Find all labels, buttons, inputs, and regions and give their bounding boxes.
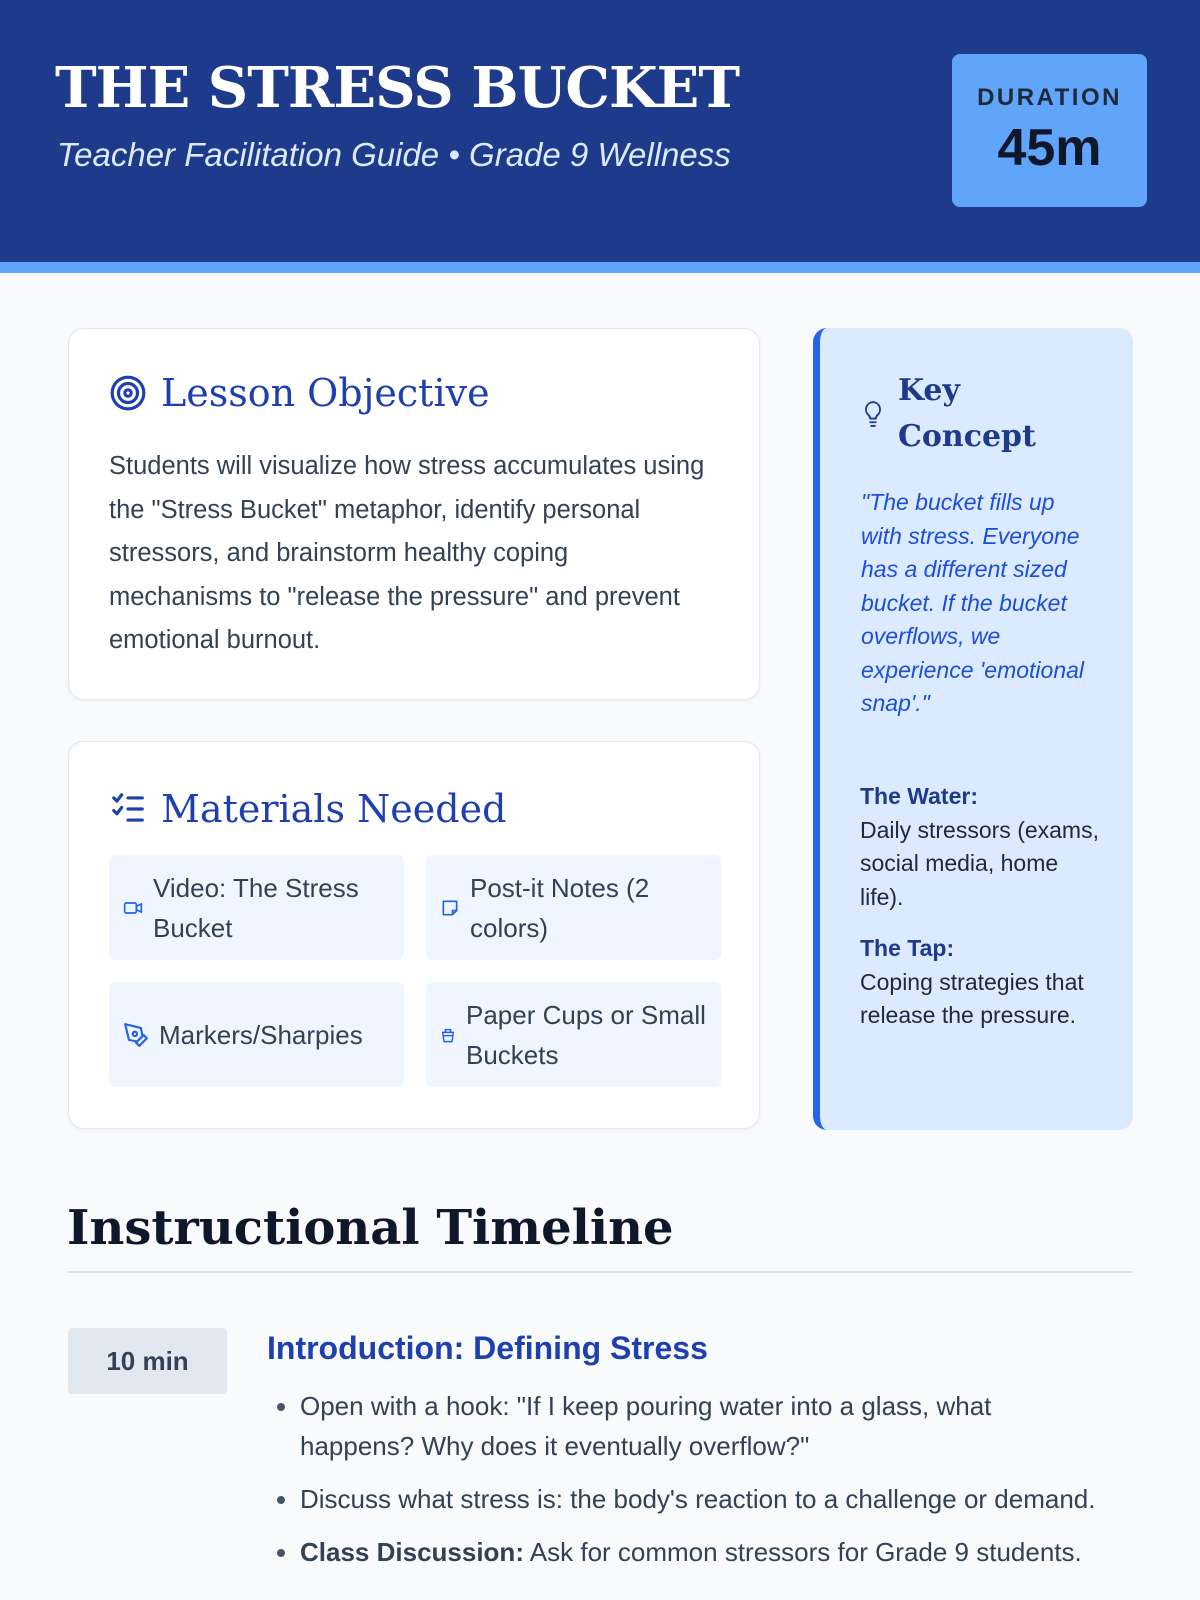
step-title: Introduction: Defining Stress bbox=[267, 1330, 708, 1366]
duration-label: DURATION bbox=[977, 84, 1122, 111]
key-concept-quote: "The bucket fills up with stress. Everyone has a different sized bucket. If the bucket overflows, we experience 'emotional snap'." bbox=[861, 489, 1085, 716]
key-concept-title: Key Concept bbox=[898, 373, 1036, 454]
video-icon bbox=[123, 898, 143, 918]
page-title: THE STRESS BUCKET bbox=[55, 55, 740, 121]
step-bullet-text: Ask for common stressors for Grade 9 students. bbox=[523, 1537, 1082, 1567]
concept-term-tap bbox=[860, 932, 1100, 1033]
step-bullet bbox=[300, 1479, 1100, 1519]
page-header bbox=[0, 0, 1200, 262]
material-item-video bbox=[109, 855, 404, 960]
materials-list bbox=[109, 855, 721, 1087]
key-concept-heading bbox=[862, 368, 1058, 460]
cup-icon bbox=[440, 1027, 456, 1043]
concept-term-name: The Tap: bbox=[860, 935, 955, 961]
material-label: Paper Cups or Small Buckets bbox=[466, 999, 706, 1070]
duration-value: 45m bbox=[997, 119, 1102, 177]
step-bullet-text: Discuss what stress is: the body's reaction to a challenge or demand. bbox=[300, 1484, 1096, 1514]
checklist-icon bbox=[109, 790, 147, 828]
step-bullet-text: Open with a hook: "If I keep pouring water into a glass, what happens? Why does it eventually overflow?" bbox=[300, 1391, 992, 1461]
material-label: Post-it Notes (2 colors) bbox=[470, 872, 650, 943]
timeline-divider bbox=[67, 1271, 1133, 1273]
material-label: Video: The Stress Bucket bbox=[153, 872, 359, 943]
step-time-badge: 10 min bbox=[68, 1328, 227, 1394]
concept-term-name: The Water: bbox=[860, 783, 978, 809]
target-icon bbox=[109, 374, 147, 412]
material-label: Markers/Sharpies bbox=[159, 1019, 363, 1050]
lesson-objective-text: Students will visualize how stress accumulates using the "Stress Bucket" metaphor, identify personal stressors, and brainstorm healthy coping mechanisms to "release the pressure" and prevent emotional burnout. bbox=[109, 452, 705, 654]
materials-card bbox=[68, 741, 760, 1129]
header-accent-stripe bbox=[0, 262, 1200, 273]
concept-term-description: Coping strategies that release the pressure. bbox=[860, 968, 1084, 1028]
materials-title: Materials Needed bbox=[161, 787, 507, 831]
timeline-heading: Instructional Timeline bbox=[67, 1200, 674, 1256]
lesson-objective-title: Lesson Objective bbox=[161, 371, 490, 415]
material-item-cups bbox=[426, 982, 721, 1087]
material-item-post-it bbox=[426, 855, 721, 960]
step-bullet-lead: Class Discussion: bbox=[300, 1537, 524, 1567]
page-subtitle: Teacher Facilitation Guide • Grade 9 Wellness bbox=[57, 136, 731, 173]
step-bullet bbox=[300, 1386, 1100, 1466]
step-bullet-list bbox=[300, 1386, 1100, 1585]
duration-badge bbox=[952, 54, 1147, 207]
step-bullet bbox=[300, 1532, 1100, 1572]
concept-term-description: Daily stressors (exams, social media, home life). bbox=[860, 816, 1099, 910]
lesson-objective-heading bbox=[109, 371, 490, 415]
material-item-markers bbox=[109, 982, 404, 1087]
lightbulb-icon bbox=[862, 398, 884, 430]
lesson-objective-card bbox=[68, 328, 760, 700]
marker-icon bbox=[123, 1022, 149, 1048]
materials-heading bbox=[109, 787, 506, 831]
sticky-note-icon bbox=[440, 898, 460, 918]
concept-term-water bbox=[860, 780, 1100, 914]
